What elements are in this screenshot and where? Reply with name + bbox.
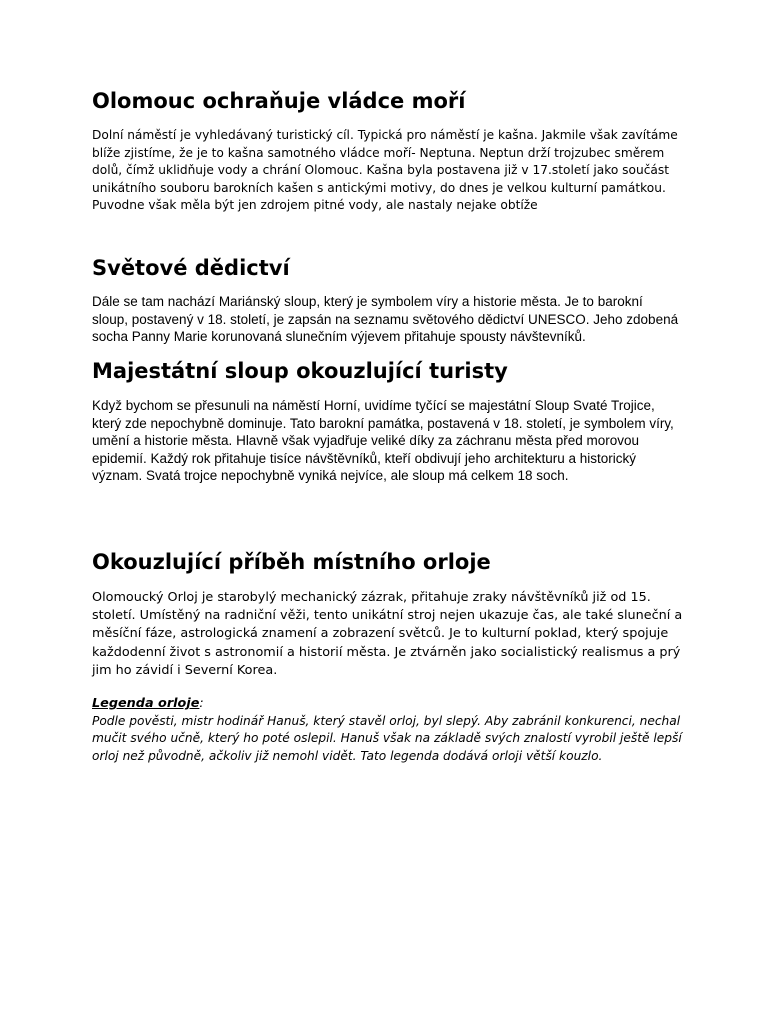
paragraph-orloj: Olomoucký Orloj je starobylý mechanický zázrak, přitahuje zraky návštěvníků již od 15. století. Umístěný na radniční věži, tento unikátní stroj nejen ukazuje čas, ale také sluneční a měsíční fáze, astrologická znamení a zobrazení světců. Je to kulturní poklad, který spojuje každodenní život s astronomií a historií města. Je ztvárněn jako socialistický realismus a prý jim ho závidí i Severní Korea. [92, 590, 683, 678]
paragraph-neptune: Dolní náměstí je vyhledávaný turistický cíl. Typická pro náměstí je kašna. Jakmile však zavítáme blíže zjistíme, že je to kašna samotného vládce moří- Neptuna. Neptun drží trojzubec směrem dolů, čímž uklidňuje vody a chrání Olomouc. Kašna byla postavena již v 17.století jako součást unikátního souboru barokních kašen s antickými motivy, do dnes je velkou kulturní památkou. Puvodne však měla být jen zdrojem pitné vody, ale nastaly nejake obtíže [92, 128, 678, 212]
legend-title-text: Legenda orloje [92, 696, 200, 711]
heading-neptune: Olomouc ochraňuje vládce moří [92, 89, 466, 113]
legend-title-colon: : [199, 696, 204, 711]
legend-text: Podle pověsti, mistr hodinář Hanuš, který stavěl orloj, byl slepý. Aby zabránil konkurenci, nechal mučit svého učně, který ho poté oslepil. Hanuš však na základě svých znalostí vyrobil ještě lepší orloj než původně, ačkoliv již nemohl vidět. Tato legenda dodává orloji větší kouzlo. [92, 714, 682, 763]
heading-trinity-column: Majestátní sloup okouzlující turisty [92, 359, 508, 383]
paragraph-trinity-column: Když bychom se přesunuli na náměstí Horní, uvidíme tyčící se majestátní Sloup Svaté Trojice, který zde nepochybně dominuje. Tato barokní památka, postavená v 18. století, je symbolem víry, umění a historie města. Hlavně však vyjadřuje veliké díky za záchranu města před morovou epidemií. Každý rok přitahuje tisíce návštěvníků, kteří obdivují jeho architekturu a historický význam. Svatá trojce nepochybně vyniká nejvíce, ale sloup má celkem 18 soch. [92, 398, 674, 484]
heading-world-heritage: Světové dědictví [92, 256, 290, 280]
paragraph-world-heritage: Dále se tam nachází Mariánský sloup, který je symbolem víry a historie města. Je to barokní sloup, postavený v 18. století, je zapsán na seznamu světového dědictví UNESCO. Jeho zdobená socha Panny Marie korunovaná slunečním výjevem přitahuje spousty návštevníků. [92, 294, 679, 345]
heading-orloj: Okouzlující příběh místního orloje [92, 550, 491, 574]
legend-title [92, 695, 204, 713]
